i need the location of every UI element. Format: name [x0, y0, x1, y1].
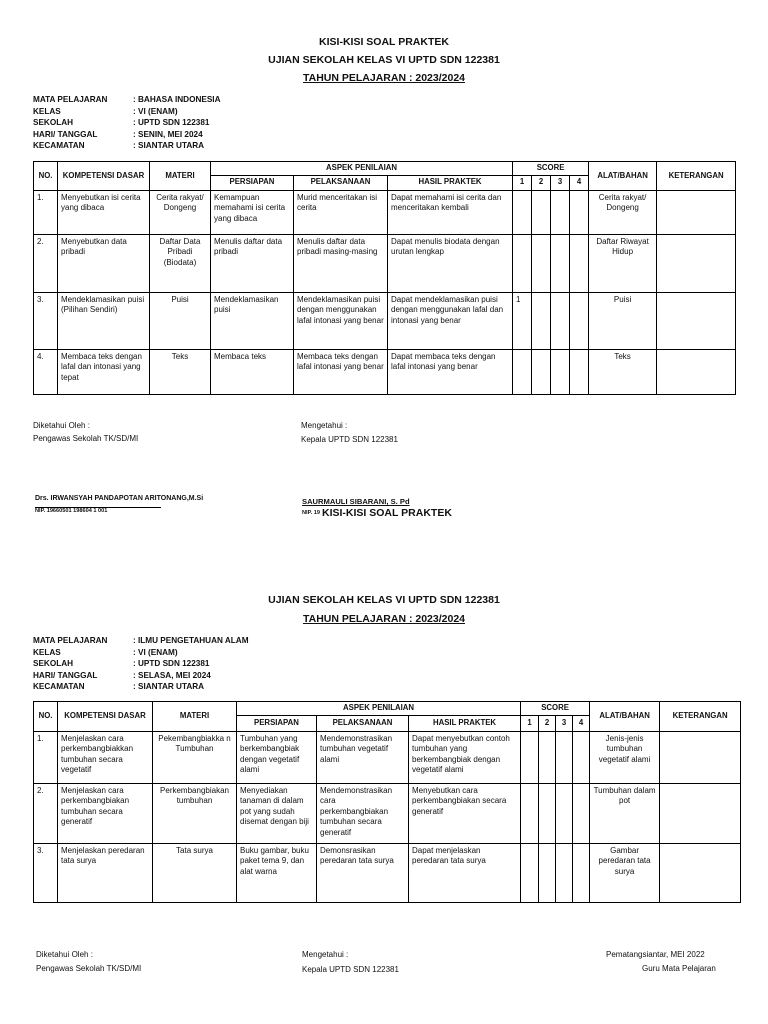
cell-no: 1. [34, 190, 58, 234]
info-row-kelas [33, 647, 249, 659]
info-value: : VI (ENAM) [133, 647, 178, 657]
cell-score-3 [556, 731, 573, 783]
header-hasil-praktek: HASIL PRAKTEK [409, 715, 521, 731]
cell-pelaksanaan: Mendemonstrasikan cara perkembangbiakan tumbuhan secara generatif [317, 783, 409, 843]
doc1-mengetahui-label: Mengetahui : [301, 421, 348, 430]
info-row-kecamatan [33, 140, 221, 152]
cell-score-3 [551, 292, 570, 349]
info-value: : UPTD SDN 122381 [133, 659, 210, 669]
cell-score-1 [521, 843, 539, 902]
cell-keterangan [657, 349, 736, 394]
cell-score-3 [556, 783, 573, 843]
doc2-kisi-table [33, 701, 741, 903]
cell-hasil: Dapat menyebutkan contoh tumbuhan yang berkembangbiak dengan vegetatif alami [409, 731, 521, 783]
header-score-4: 4 [573, 715, 590, 731]
table-row [34, 843, 741, 902]
cell-score-2 [539, 783, 556, 843]
header-kompetensi-dasar: KOMPETENSI DASAR [58, 162, 150, 191]
cell-score-3 [551, 190, 570, 234]
doc2-guru-label: Guru Mata Pelajaran [642, 964, 716, 973]
info-value: : VI (ENAM) [133, 106, 178, 116]
header-score-4: 4 [570, 175, 589, 190]
doc1-kepala-nip: NIP. 19 [302, 510, 320, 516]
doc1-pengawas-name: Drs. IRWANSYAH PANDAPOTAN ARITONANG,M.Si [35, 495, 204, 502]
cell-alat: Jenis-jenis tumbuhan vegetatif alami [590, 731, 660, 783]
cell-persiapan: Menyediakan tanaman di dalam pot yang sudah disemat dengan biji [237, 783, 317, 843]
doc1-info-block [33, 94, 221, 152]
cell-kompetensi: Membaca teks dengan lafal dan intonasi yang tepat [58, 349, 150, 394]
cell-score-2 [532, 234, 551, 292]
doc2-mengetahui-label: Mengetahui : [302, 950, 349, 959]
cell-hasil: Dapat memahami isi cerita dan menceritakan kembali [388, 190, 513, 234]
cell-hasil: Menyebutkan cara perkembangbiakan secara generatif [409, 783, 521, 843]
cell-score-1: 1 [513, 292, 532, 349]
info-row-sekolah [33, 117, 221, 129]
table-row [34, 349, 736, 394]
cell-keterangan [657, 234, 736, 292]
info-row-mapel [33, 635, 249, 647]
header-alat-bahan: ALAT/BAHAN [589, 162, 657, 191]
header-no: NO. [34, 702, 58, 732]
cell-pelaksanaan: Murid menceritakan isi cerita [294, 190, 388, 234]
cell-materi: Daftar Data Pribadi (Biodata) [150, 234, 211, 292]
cell-persiapan: Membaca teks [211, 349, 294, 394]
header-score-1: 1 [513, 175, 532, 190]
cell-pelaksanaan: Demonsrasikan peredaran tata surya [317, 843, 409, 902]
cell-materi: Pekembangbiakka n Tumbuhan [153, 731, 237, 783]
cell-no: 2. [34, 783, 58, 843]
cell-hasil: Dapat menulis biodata dengan urutan lengkap [388, 234, 513, 292]
cell-score-1 [513, 349, 532, 394]
header-no: NO. [34, 162, 58, 191]
doc2-title-kisi-overlap: KISI-KISI SOAL PRAKTEK [322, 507, 452, 519]
cell-persiapan: Menulis daftar data pribadi [211, 234, 294, 292]
header-pelaksanaan: PELAKSANAAN [294, 175, 388, 190]
header-keterangan: KETERANGAN [660, 702, 741, 732]
info-row-tanggal [33, 129, 221, 141]
info-key: KELAS [33, 106, 61, 116]
cell-score-2 [532, 349, 551, 394]
cell-score-4 [570, 349, 589, 394]
doc1-kepala-name: SAURMAULI SIBARANI, S. Pd [302, 497, 410, 506]
cell-score-4 [573, 843, 590, 902]
cell-materi: Tata surya [153, 843, 237, 902]
doc2-pengawas-label: Pengawas Sekolah TK/SD/MI [36, 964, 142, 973]
header-kompetensi-dasar: KOMPETENSI DASAR [58, 702, 153, 732]
cell-alat: Teks [589, 349, 657, 394]
info-key: HARI/ TANGGAL [33, 670, 98, 680]
info-value: : UPTD SDN 122381 [133, 118, 210, 128]
info-value: : SIANTAR UTARA [133, 682, 205, 692]
info-key: KECAMATAN [33, 141, 85, 151]
cell-alat: Puisi [589, 292, 657, 349]
info-value: : SELASA, MEI 2024 [133, 670, 211, 680]
cell-alat: Daftar Riwayat Hidup [589, 234, 657, 292]
cell-score-4 [570, 292, 589, 349]
cell-kompetensi: Menjelaskan cara perkembangbiakan tumbuhan secara generatif [58, 783, 153, 843]
table-row [34, 292, 736, 349]
cell-hasil: Dapat mendeklamasikan puisi dengan menggunakan lafal dan intonasi yang benar [388, 292, 513, 349]
cell-score-4 [570, 190, 589, 234]
info-key: KELAS [33, 647, 61, 657]
header-materi: MATERI [150, 162, 211, 191]
info-key: HARI/ TANGGAL [33, 129, 98, 139]
doc1-title-ujian: UJIAN SEKOLAH KELAS VI UPTD SDN 122381 [268, 54, 500, 66]
cell-kompetensi: Mendeklamasikan puisi (Pilihan Sendiri) [58, 292, 150, 349]
doc1-diketahui-label: Diketahui Oleh : [33, 421, 90, 430]
doc2-info-block [33, 635, 249, 693]
cell-alat: Tumbuhan dalam pot [590, 783, 660, 843]
info-key: SEKOLAH [33, 659, 74, 669]
header-score-2: 2 [539, 715, 556, 731]
cell-keterangan [660, 783, 741, 843]
cell-score-2 [539, 731, 556, 783]
cell-score-1 [513, 190, 532, 234]
cell-no: 3. [34, 292, 58, 349]
header-persiapan: PERSIAPAN [211, 175, 294, 190]
cell-keterangan [657, 190, 736, 234]
cell-kompetensi: Menyebutkan data pribadi [58, 234, 150, 292]
doc1-pengawas-nip: NIP. 19660501 198604 1 001 [35, 508, 108, 514]
cell-score-3 [551, 234, 570, 292]
cell-materi: Teks [150, 349, 211, 394]
doc2-title-tahun: TAHUN PELAJARAN : 2023/2024 [302, 613, 466, 625]
header-score-1: 1 [521, 715, 539, 731]
doc1-kisi-table [33, 161, 736, 395]
cell-score-4 [573, 731, 590, 783]
cell-hasil: Dapat membaca teks dengan lafal intonasi yang benar [388, 349, 513, 394]
cell-score-1 [521, 731, 539, 783]
cell-materi: Perkembangbiakan tumbuhan [153, 783, 237, 843]
cell-keterangan [660, 731, 741, 783]
doc2-title-ujian: UJIAN SEKOLAH KELAS VI UPTD SDN 122381 [268, 594, 500, 606]
info-row-kecamatan [33, 681, 249, 693]
cell-persiapan: Tumbuhan yang berkembangbiak dengan vegetatif alami [237, 731, 317, 783]
cell-keterangan [657, 292, 736, 349]
cell-pelaksanaan: Menulis daftar data pribadi masing-masing [294, 234, 388, 292]
cell-score-1 [513, 234, 532, 292]
cell-kompetensi: Menjelaskan peredaran tata surya [58, 843, 153, 902]
header-score-2: 2 [532, 175, 551, 190]
header-aspek-penilaian: ASPEK PENILAIAN [211, 162, 513, 176]
header-score: SCORE [513, 162, 589, 176]
doc2-kepala-label: Kepala UPTD SDN 122381 [302, 965, 399, 974]
cell-persiapan: Mendeklamasikan puisi [211, 292, 294, 349]
doc1-kepala-label: Kepala UPTD SDN 122381 [301, 435, 398, 444]
cell-pelaksanaan: Mendeklamasikan puisi dengan menggunakan lafal intonasi yang benar [294, 292, 388, 349]
cell-score-2 [539, 843, 556, 902]
doc2-diketahui-label: Diketahui Oleh : [36, 950, 93, 959]
cell-materi: Cerita rakyat/ Dongeng [150, 190, 211, 234]
doc1-pengawas-label: Pengawas Sekolah TK/SD/MI [33, 434, 139, 443]
cell-score-2 [532, 190, 551, 234]
header-alat-bahan: ALAT/BAHAN [590, 702, 660, 732]
header-keterangan: KETERANGAN [657, 162, 736, 191]
cell-score-3 [551, 349, 570, 394]
header-pelaksanaan: PELAKSANAAN [317, 715, 409, 731]
table-row [34, 190, 736, 234]
cell-persiapan: Kemampuan memahami isi cerita yang dibaca [211, 190, 294, 234]
header-hasil-praktek: HASIL PRAKTEK [388, 175, 513, 190]
table-row [34, 783, 741, 843]
cell-no: 1. [34, 731, 58, 783]
cell-no: 2. [34, 234, 58, 292]
doc2-tempat-tanggal: Pematangsiantar, MEI 2022 [606, 950, 705, 959]
header-aspek-penilaian: ASPEK PENILAIAN [237, 702, 521, 716]
cell-pelaksanaan: Mendemonstrasikan tumbuhan vegetatif alami [317, 731, 409, 783]
info-row-kelas [33, 106, 221, 118]
info-value: : ILMU PENGETAHUAN ALAM [133, 636, 249, 645]
cell-no: 4. [34, 349, 58, 394]
cell-alat: Gambar peredaran tata surya [590, 843, 660, 902]
info-key: KECAMATAN [33, 682, 85, 692]
info-key: MATA PELAJARAN [33, 636, 108, 645]
cell-no: 3. [34, 843, 58, 902]
cell-kompetensi: Menjelaskan cara perkembangbiakkan tumbuhan secara vegetatif [58, 731, 153, 783]
info-row-sekolah [33, 658, 249, 670]
info-key: MATA PELAJARAN [33, 95, 108, 104]
cell-score-4 [573, 783, 590, 843]
cell-pelaksanaan: Membaca teks dengan lafal intonasi yang benar [294, 349, 388, 394]
info-value: : BAHASA INDONESIA [133, 95, 221, 104]
table-row [34, 234, 736, 292]
cell-kompetensi: Menyebutkan isi cerita yang dibaca [58, 190, 150, 234]
doc1-title-kisi: KISI-KISI SOAL PRAKTEK [319, 36, 449, 48]
cell-hasil: Dapat menjelaskan peredaran tata surya [409, 843, 521, 902]
header-persiapan: PERSIAPAN [237, 715, 317, 731]
info-value: : SENIN, MEI 2024 [133, 129, 203, 139]
cell-materi: Puisi [150, 292, 211, 349]
info-row-mapel [33, 94, 221, 106]
cell-score-2 [532, 292, 551, 349]
info-row-tanggal [33, 670, 249, 682]
cell-score-4 [570, 234, 589, 292]
cell-persiapan: Buku gambar, buku paket tema 9, dan alat warna [237, 843, 317, 902]
table-row [34, 731, 741, 783]
header-score: SCORE [521, 702, 590, 716]
cell-keterangan [660, 843, 741, 902]
header-score-3: 3 [556, 715, 573, 731]
info-key: SEKOLAH [33, 118, 74, 128]
cell-score-1 [521, 783, 539, 843]
header-materi: MATERI [153, 702, 237, 732]
cell-score-3 [556, 843, 573, 902]
info-value: : SIANTAR UTARA [133, 141, 205, 151]
doc1-title-tahun: TAHUN PELAJARAN : 2023/2024 [302, 72, 466, 84]
header-score-3: 3 [551, 175, 570, 190]
cell-alat: Cerita rakyat/ Dongeng [589, 190, 657, 234]
